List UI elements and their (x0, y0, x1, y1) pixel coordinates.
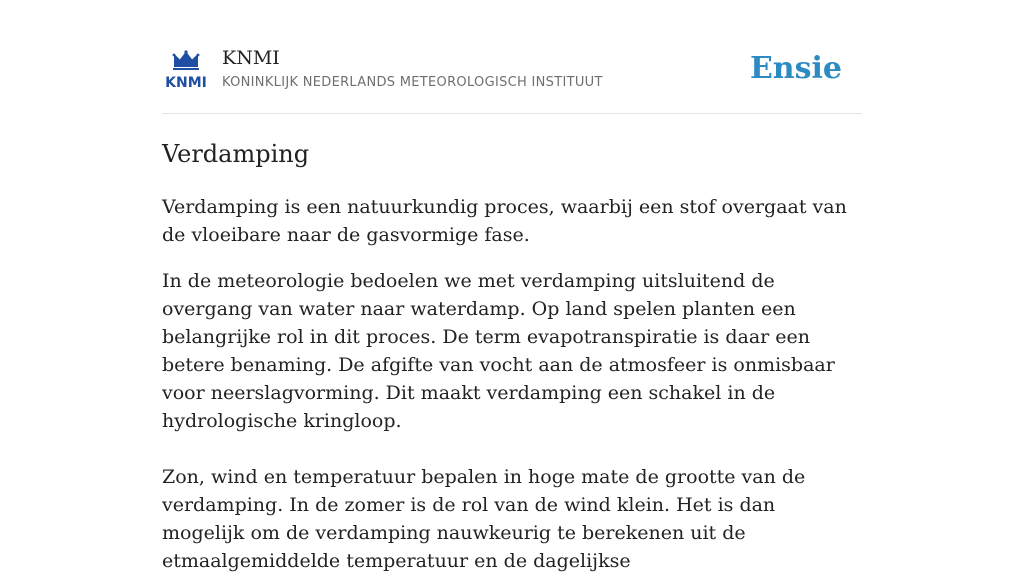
page-title: Verdamping (162, 140, 310, 168)
org-name: KNMI (222, 47, 280, 69)
brand-logo[interactable]: Ensie (749, 51, 842, 86)
header (162, 0, 862, 114)
knmi-logo[interactable] (164, 50, 208, 90)
article-paragraph: Verdamping is een natuurkundig proces, waarbij een stof overgaat van de vloeibare naar de gasvormige fase. (162, 196, 847, 246)
logo-text: KNMI (165, 75, 207, 91)
org-subtitle: KONINKLIJK NEDERLANDS METEOROLOGISCH INSTITUUT (222, 75, 603, 90)
article-paragraph: In de meteorologie bedoelen we met verdamping uitsluitend de overgang van water naar waterdamp. Op land spelen planten een belangrijke rol in dit proces. De term evapotranspiratie is daar een betere benaming. De afgifte van vocht aan de atmosfeer is onmisbaar voor neerslagvorming. Dit maakt verdamping een schakel in de hydrologische kringloop. Zon, wind en temperatuur bepalen in hoge mate de grootte van de verdamping. In de zomer is de rol van de wind klein. Het is dan mogelijk om de verdamping nauwkeurig te berekenen uit de etmaalgemiddelde temperatuur en de dagelijkse (162, 270, 835, 572)
crown-icon (164, 50, 208, 90)
content (162, 0, 862, 575)
